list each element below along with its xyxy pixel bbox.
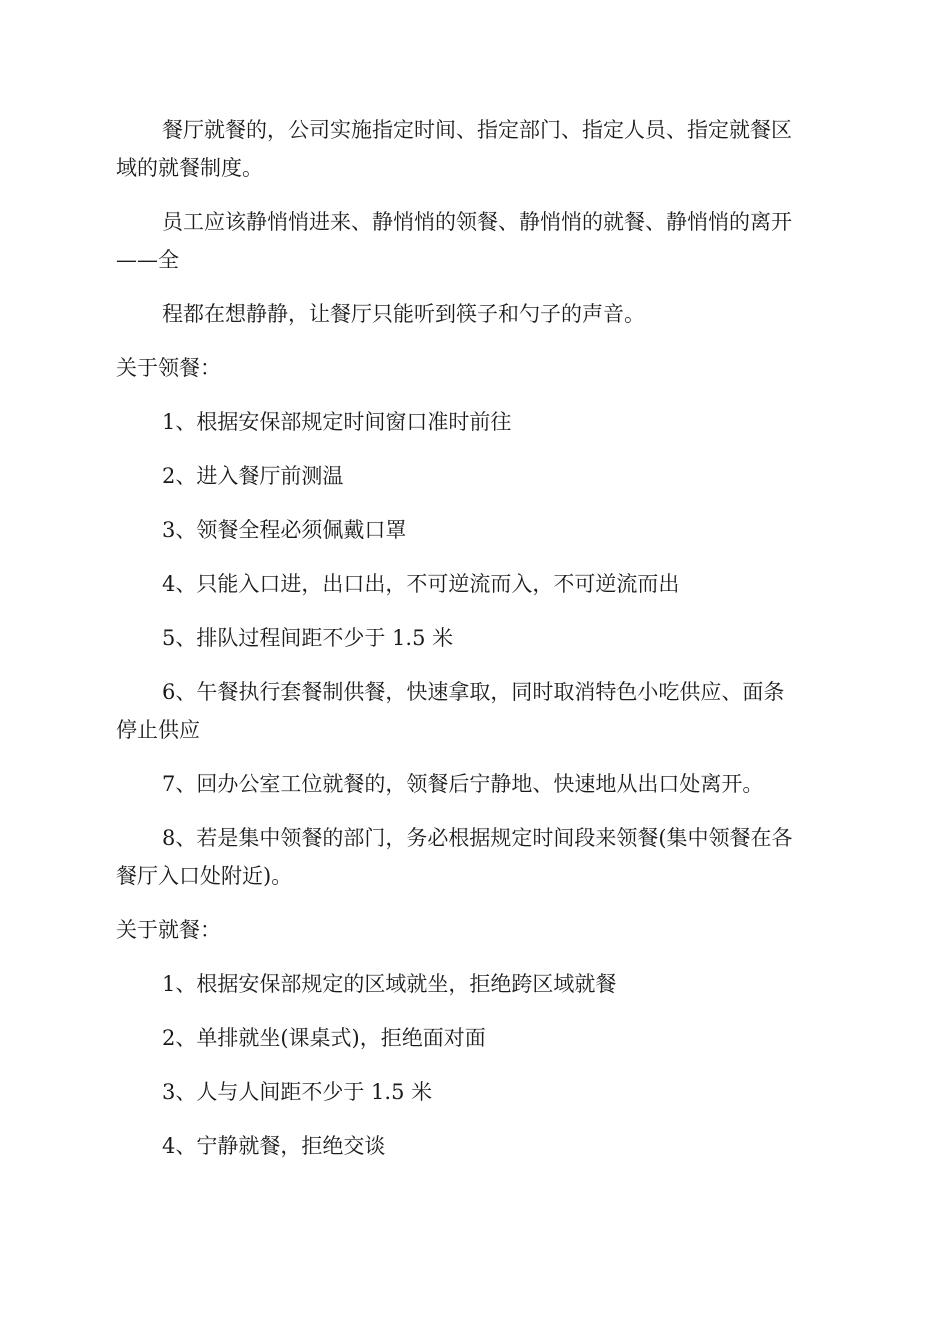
list-item: 1、根据安保部规定的区域就坐，拒绝跨区域就餐 xyxy=(162,972,617,996)
list-item: 2、单排就坐(课桌式)，拒绝面对面 xyxy=(162,1026,486,1050)
list-item: 1、根据安保部规定时间窗口准时前往 xyxy=(162,410,512,434)
section-heading: 关于领餐： xyxy=(116,356,221,380)
list-item: 2、进入餐厅前测温 xyxy=(162,464,344,488)
list-item: 8、若是集中领餐的部门，务必根据规定时间段来领餐(集中领餐在各 xyxy=(162,826,793,850)
list-item: 3、人与人间距不少于 1.5 米 xyxy=(162,1080,433,1104)
paragraph-line: 域的就餐制度。 xyxy=(116,156,263,180)
list-item-continuation: 餐厅入口处附近)。 xyxy=(116,864,293,888)
paragraph-line: 员工应该静悄悄进来、静悄悄的领餐、静悄悄的就餐、静悄悄的离开 xyxy=(162,210,792,234)
paragraph-line: 餐厅就餐的，公司实施指定时间、指定部门、指定人员、指定就餐区 xyxy=(162,118,792,142)
list-item: 3、领餐全程必须佩戴口罩 xyxy=(162,518,407,542)
list-item: 5、排队过程间距不少于 1.5 米 xyxy=(162,626,454,650)
paragraph-line: 程都在想静静，让餐厅只能听到筷子和勺子的声音。 xyxy=(162,302,645,326)
paragraph-line: ——全 xyxy=(116,248,179,272)
section-heading: 关于就餐： xyxy=(116,918,221,942)
list-item: 6、午餐执行套餐制供餐，快速拿取，同时取消特色小吃供应、面条 xyxy=(162,680,785,704)
list-item: 4、只能入口进，出口出，不可逆流而入，不可逆流而出 xyxy=(162,572,680,596)
list-item-continuation: 停止供应 xyxy=(116,718,200,742)
list-item: 7、回办公室工位就餐的，领餐后宁静地、快速地从出口处离开。 xyxy=(162,772,764,796)
list-item: 4、宁静就餐，拒绝交谈 xyxy=(162,1134,386,1158)
